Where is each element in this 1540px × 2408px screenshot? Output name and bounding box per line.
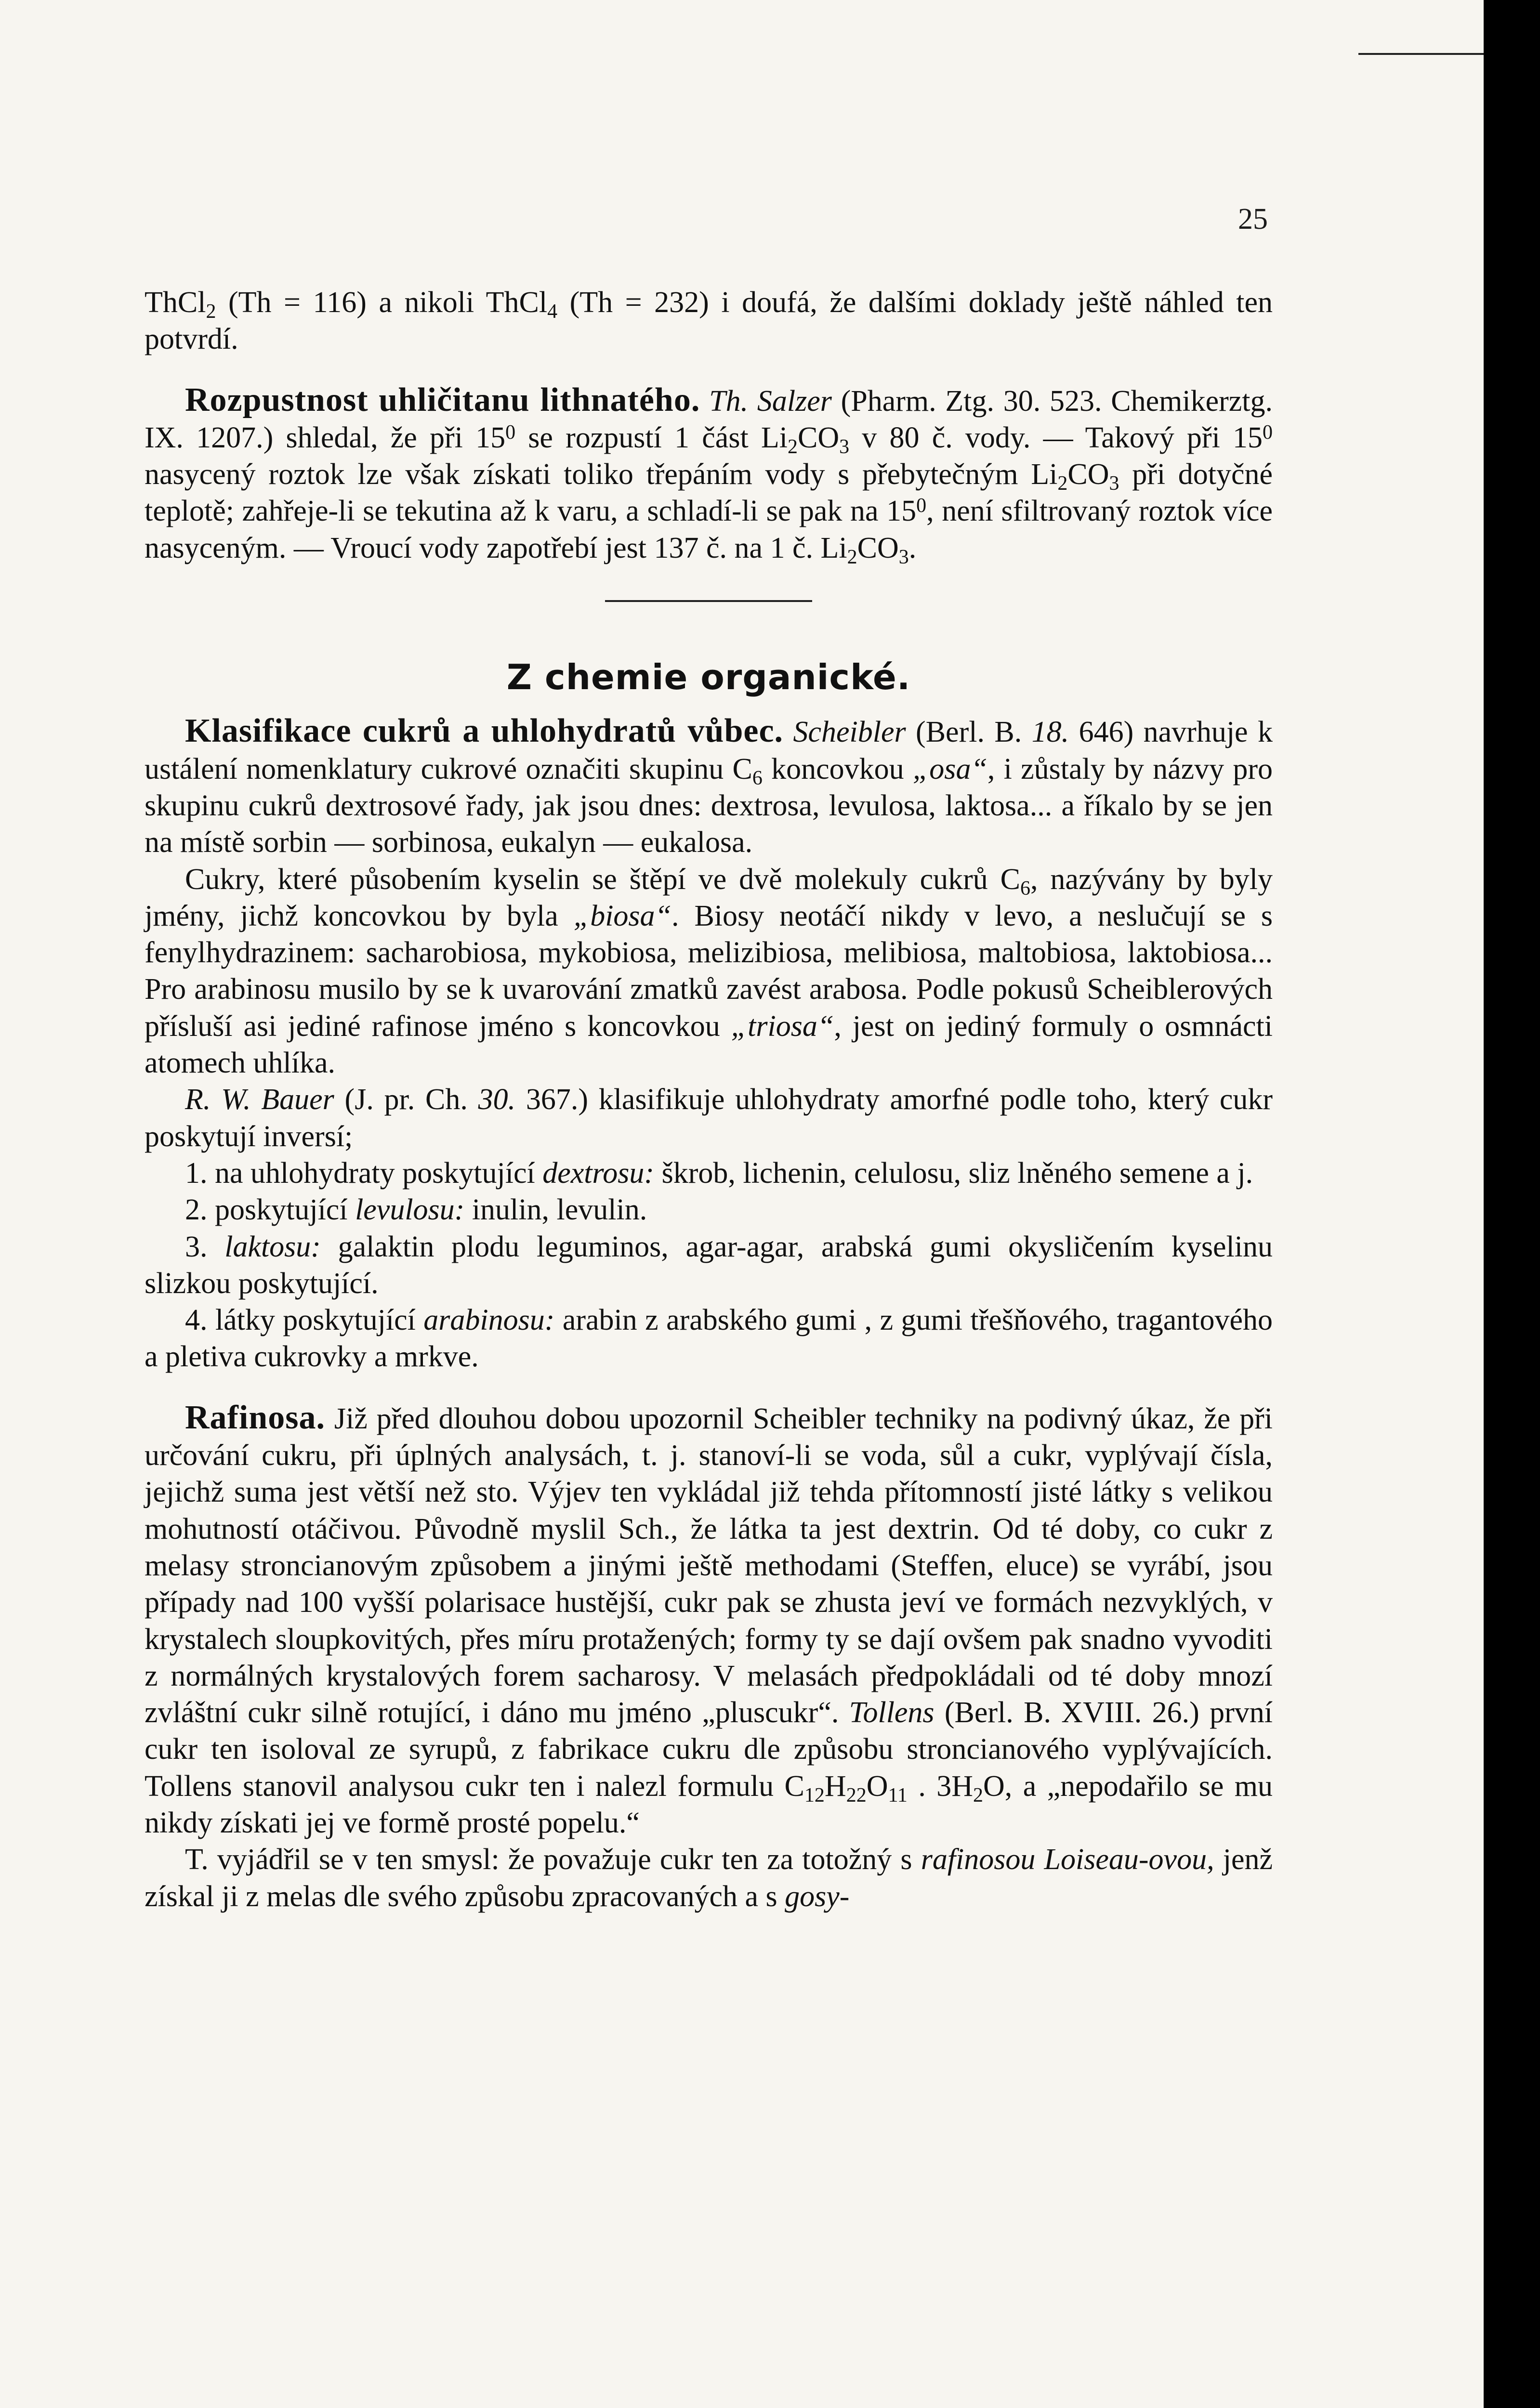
- heading-classification: Klasifikace cukrů a uhlohydratů vůbec.: [185, 712, 784, 750]
- paragraph-rafinosa: Rafinosa. Již před dlouhou dobou upozornil Scheibler techniky na podivný úkaz, že při určování cukru, při úplných analysách, t. j. stanoví-li se voda, sůl a cukr, vyplývají čísla, jejichž suma jest větší než sto. Výjev ten vykládal již tehda přítomností jisté látky s velikou mohutností otáčivou. Původně myslil Sch., že látka ta jest dextrin. Od té doby, co cukr z melasy stroncianovým způsobem a jinými ještě methodami (Steffen, eluce) se vyrábí, jsou případy nad 100 vyšší polarisace hustější, cukr pak se zhusta jeví ve formách nezvyklých, v krystalech sloupkovitých, přes míru protažených; formy ty se dají ovšem pak snadno vyvoditi z normálných krystalových forem sacharosy. V melasách předpokládali od té doby mnozí zvláštní cukr silně rotující, i dáno mu jméno „pluscukr“. Tollens (Berl. B. XVIII. 26.) první cukr ten isoloval ze syrupů, z fabrikace cukru dle způsobu stroncianového vyplývajících. Tollens stanovil analysou cukr ten i nalezl formulu $C_{12}H_{22}O_{11}$ . $3H_2O$, a „nepodařilo se mu nikdy získati jej ve formě prosté popelu.“: [145, 1399, 1273, 1839]
- page-number: 25: [1238, 203, 1268, 236]
- paragraph-thorium: ThCl$_2$ (Th = 116) a nikoli ThCl$_4$ (Th = 232) i doufá, že dalšími doklady ještě náhled ten potvrdí.: [145, 286, 1273, 356]
- paragraph-classification: Klasifikace cukrů a uhlohydratů vůbec. Scheibler (Berl. B. 18. 646) navrhuje k ustálení nomenklatury cukrové označiti skupinu $C_6$ koncovkou „osa“, i zůstaly by názvy pro skupinu cukrů dextrosové řady, jak jsou dnes: dextrosa, levulosa, laktosa... a říkalo by se jen na místě sorbin — sorbinosa, eukalyn — eukalosa.: [145, 712, 1273, 859]
- list-item: 4. látky poskytující arabinosu: arabin z arabského gumi , z gumi třešňového, tragantového a pletiva cukrovky a mrkve.: [145, 1304, 1273, 1374]
- list-item: 2. poskytující levulosu: inulin, levulin.: [185, 1193, 647, 1227]
- list-item: 1. na uhlohydraty poskytující dextrosu: škrob, lichenin, celulosu, sliz lněného semene a j.: [185, 1156, 1253, 1190]
- paragraph-bauer: R. W. Bauer (J. pr. Ch. 30. 367.) klasifikuje uhlohydraty amorfné podle toho, který cukr poskytují inversí;: [145, 1083, 1273, 1153]
- crop-mark: [1358, 19, 1484, 55]
- section-title: Z chemie organické.: [506, 657, 911, 698]
- list-item: 3. laktosu: galaktin plodu leguminos, agar-agar, arabská gumi okysličením kyselinu slizkou poskytující.: [145, 1230, 1273, 1300]
- paragraph-tollens-view: T. vyjádřil se v ten smysl: že považuje cukr ten za totožný s rafinosou Loiseau-ovou, jenž získal ji z melas dle svého způsobu zpracovaných a s gosy-: [145, 1843, 1273, 1913]
- paragraph-biosa: Cukry, které působením kyselin se štěpí ve dvě molekuly cukrů $C_6$, nazývány by byly jmény, jichž koncovkou by byla „biosa“. Biosy neotáčí nikdy v levo, a neslučují se s fenylhydrazinem: sacharobiosa, mykobiosa, melizibiosa, melibiosa, maltobiosa, laktobiosa... Pro arabinosu musilo by se k uvarování zmatků zavést arabosa. Podle pokusů Scheiblerových přísluší asi jediné rafinose jméno s koncovkou „triosa“, jest on jediný formuly o osmnácti atomech uhlíka.: [145, 863, 1273, 1080]
- heading-lithium-carbonate: Rozpustnost uhličitanu lithnatého.: [185, 381, 700, 419]
- heading-rafinosa: Rafinosa.: [185, 1399, 325, 1436]
- paragraph-lithium-carbonate: Rozpustnost uhličitanu lithnatého. Th. Salzer (Pharm. Ztg. 30. 523. Chemikerztg. IX. 1207.) shledal, že při $15^0$ se rozpustí 1 část $Li_2CO_3$ v 80 č. vody. — Takový při $15^0$ nasycený roztok lze však získati toliko třepáním vody s přebytečným $Li_2CO_3$ při dotyčné teplotě; zahřeje-li se tekutina až k varu, a schladí-li se pak na $15^0$, není sfiltrovaný roztok více nasyceným. — Vroucí vody zapotřebí jest 137 č. na 1 č. $Li_2CO_3$.: [145, 381, 1273, 568]
- section-divider: [605, 600, 812, 602]
- page-body: [145, 284, 1273, 1915]
